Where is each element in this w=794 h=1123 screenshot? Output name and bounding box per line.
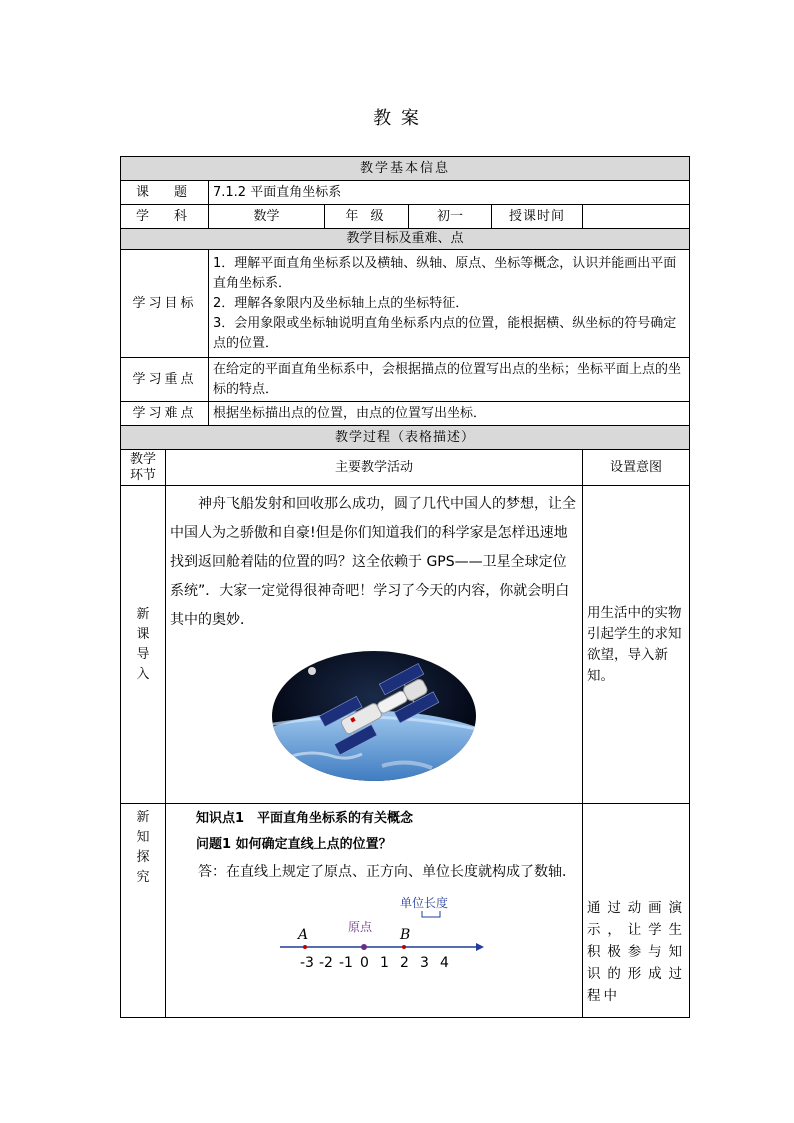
number-line xyxy=(280,891,500,975)
difficulty-label: 学习难点 xyxy=(121,402,209,426)
process-header: 教学过程（表格描述） xyxy=(121,426,690,450)
knowledge-point: 知识点1 平面直角坐标系的有关概念 xyxy=(196,811,414,826)
objectives-header: 教学目标及重难、点 xyxy=(121,229,690,250)
goals-list xyxy=(209,250,690,358)
goal-item: 3．会用象限或坐标轴说明直角坐标系内点的位置，能根据横、纵坐标的符号确定点的位置． xyxy=(213,315,677,351)
tick-label: -3 xyxy=(300,955,314,971)
number-line-figure xyxy=(170,887,578,982)
explore-activity xyxy=(166,804,583,1018)
tick-label: -1 xyxy=(339,955,353,971)
explore-stage: 新知探究 xyxy=(121,804,166,1018)
tick-label: -2 xyxy=(319,955,333,971)
space-station-illustration xyxy=(272,651,476,781)
explore-intent: 通过动画演示，让学生积极参与知识的形成过程中 xyxy=(583,804,690,1018)
point-a-marker xyxy=(303,945,307,949)
axis-arrow-icon xyxy=(476,943,484,951)
time-value xyxy=(583,205,690,229)
time-label: 授课时间 xyxy=(492,205,583,229)
answer: 答：在直线上规定了原点、正方向、单位长度就构成了数轴． xyxy=(198,864,576,880)
origin-label: 原点 xyxy=(348,920,373,934)
tick-label: 4 xyxy=(440,955,449,971)
difficulty-text: 根据坐标描出点的位置，由点的位置写出坐标． xyxy=(209,402,690,426)
unit-length-bracket xyxy=(422,911,440,917)
point-a-label: A xyxy=(298,927,309,943)
intro-intent: 用生活中的实物引起学生的求知欲望，导入新知。 xyxy=(583,486,690,804)
subject-value: 数学 xyxy=(209,205,325,229)
point-b-marker xyxy=(402,945,406,949)
goal-item: 1．理解平面直角坐标系以及横轴、纵轴、原点、坐标等概念，认识并能画出平面直角坐标系． xyxy=(213,255,677,291)
origin-marker xyxy=(361,944,367,950)
satellite-image xyxy=(170,635,578,798)
intro-activity xyxy=(166,486,583,804)
point-b-label: B xyxy=(400,927,411,943)
lesson-label: 课 题 xyxy=(121,181,209,205)
grade-label: 年 级 xyxy=(325,205,409,229)
intro-stage: 新课导入 xyxy=(121,486,166,804)
intent-column-header: 设置意图 xyxy=(583,450,690,486)
tick-label: 0 xyxy=(360,955,369,971)
basic-info-header: 教学基本信息 xyxy=(121,157,690,181)
subject-label: 学 科 xyxy=(121,205,209,229)
key-label: 学习重点 xyxy=(121,358,209,402)
tick-label: 3 xyxy=(420,955,429,971)
grade-value: 初一 xyxy=(409,205,492,229)
intro-text: 神舟飞船发射和回收那么成功，圆了几代中国人的梦想，让全中国人为之骄傲和自豪!但是你们知道我们的科学家是怎样迅速地找到返回舱着陆的位置的吗？这全依赖于 GPS——卫星全球定位系统”．大家一定觉得很神奇吧！学习了今天的内容，你就会明白其中的奥妙． xyxy=(170,496,576,628)
lesson-value: 7.1.2 平面直角坐标系 xyxy=(209,181,690,205)
goal-item: 2．理解各象限内及坐标轴上点的坐标特征． xyxy=(213,295,469,311)
key-text: 在给定的平面直角坐标系中，会根据描点的位置写出点的坐标；坐标平面上点的坐标的特点． xyxy=(209,358,690,402)
tick-label: 1 xyxy=(380,955,389,971)
question: 问题1 如何确定直线上点的位置？ xyxy=(196,837,392,852)
activity-column-header: 主要教学活动 xyxy=(166,450,583,486)
stage-column-header: 教学环节 xyxy=(121,450,166,486)
lesson-plan-table xyxy=(120,156,690,1018)
document-title: 教 案 xyxy=(373,108,421,129)
tick-label: 2 xyxy=(400,955,409,971)
goals-label: 学习目标 xyxy=(121,250,209,358)
unit-length-label: 单位长度 xyxy=(400,896,449,910)
tick-labels xyxy=(300,955,449,971)
